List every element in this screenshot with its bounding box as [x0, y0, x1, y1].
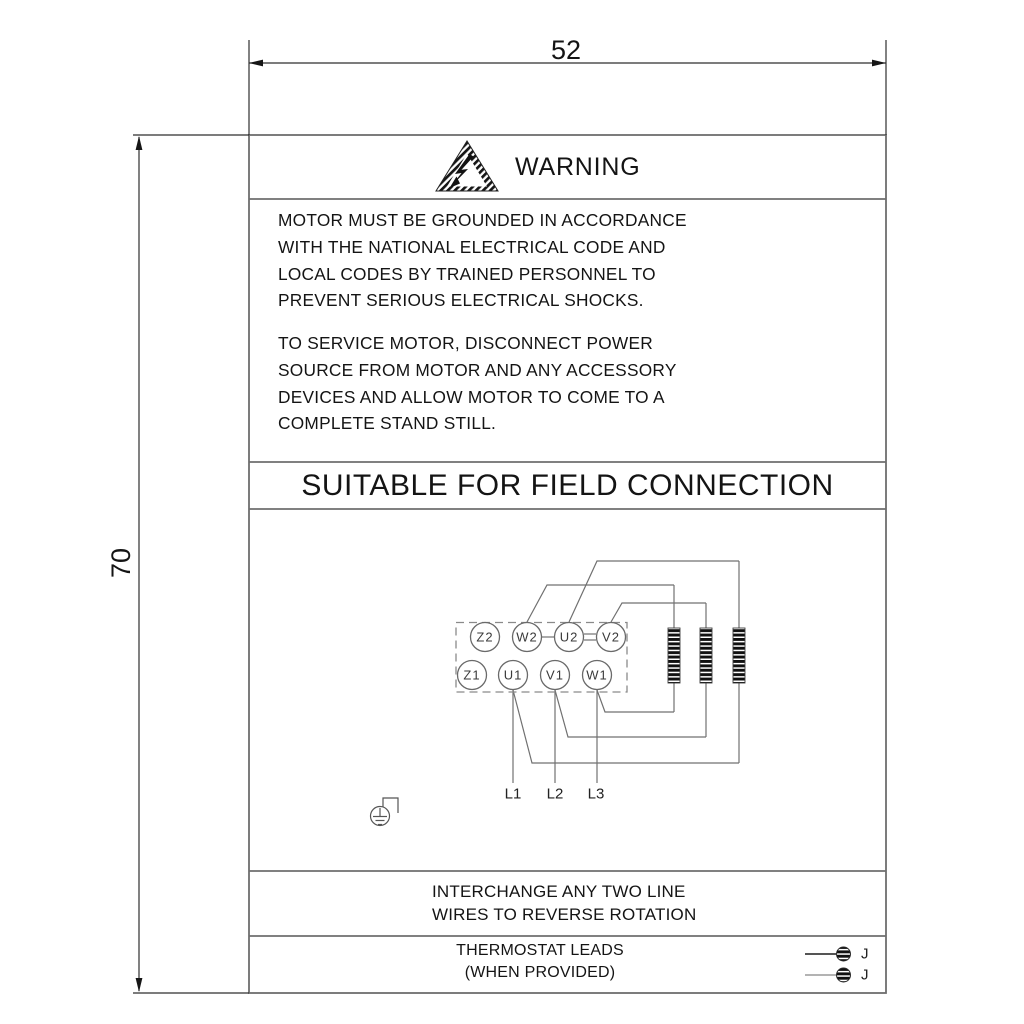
dim-arrow-left [249, 60, 263, 67]
protective-earth-icon [371, 798, 399, 826]
thermostat-note-line: (WHEN PROVIDED) [464, 964, 616, 981]
width-dimension-value: 52 [550, 35, 582, 65]
height-dimension-line [133, 135, 249, 993]
height-dimension-value: 70 [106, 547, 136, 579]
warning-line: PREVENT SERIOUS ELECTRICAL SHOCKS. [278, 290, 644, 311]
warning-paragraph-1 [278, 207, 687, 314]
lead-label-j2: J [861, 966, 869, 984]
terminal-z1: Z1 [463, 667, 481, 683]
terminal-u1: U1 [503, 667, 523, 683]
warning-line: DEVICES AND ALLOW MOTOR TO COME TO A [278, 386, 665, 407]
rotation-note [432, 880, 696, 926]
line-label-l1: L1 [504, 785, 522, 803]
thermostat-note [249, 940, 831, 984]
rotation-note-line: INTERCHANGE ANY TWO LINE [432, 882, 686, 901]
warning-title: WARNING [515, 153, 641, 181]
warning-paragraph-2 [278, 330, 677, 437]
warning-line: TO SERVICE MOTOR, DISCONNECT POWER [278, 333, 653, 353]
warning-line: SOURCE FROM MOTOR AND ANY ACCESSORY [278, 359, 677, 380]
motor-winding-coils-icon [668, 628, 745, 683]
terminal-v2: V2 [602, 629, 620, 645]
high-voltage-warning-triangle-icon [436, 141, 498, 191]
terminal-u2: U2 [559, 629, 579, 645]
line-label-l3: L3 [587, 785, 605, 803]
dim-arrow-down [136, 978, 143, 992]
warning-line: COMPLETE STAND STILL. [278, 413, 497, 434]
lead-label-j1: J [861, 945, 869, 963]
dim-arrow-right [872, 60, 886, 67]
terminal-v1: V1 [546, 667, 564, 683]
field-connection-title: SUITABLE FOR FIELD CONNECTION [301, 469, 834, 502]
rotation-note-line: WIRES TO REVERSE ROTATION [432, 905, 697, 924]
thermostat-note-line: THERMOSTAT LEADS [456, 942, 624, 959]
line-label-l2: L2 [546, 785, 564, 803]
warning-line: MOTOR MUST BE GROUNDED IN ACCORDANCE [278, 210, 687, 230]
warning-line: LOCAL CODES BY TRAINED PERSONNEL TO [278, 263, 656, 284]
terminal-w2: W2 [516, 629, 538, 645]
dim-arrow-up [136, 136, 143, 150]
terminal-w1: W1 [586, 667, 608, 683]
warning-line: WITH THE NATIONAL ELECTRICAL CODE AND [278, 236, 666, 257]
terminal-z2: Z2 [476, 629, 494, 645]
